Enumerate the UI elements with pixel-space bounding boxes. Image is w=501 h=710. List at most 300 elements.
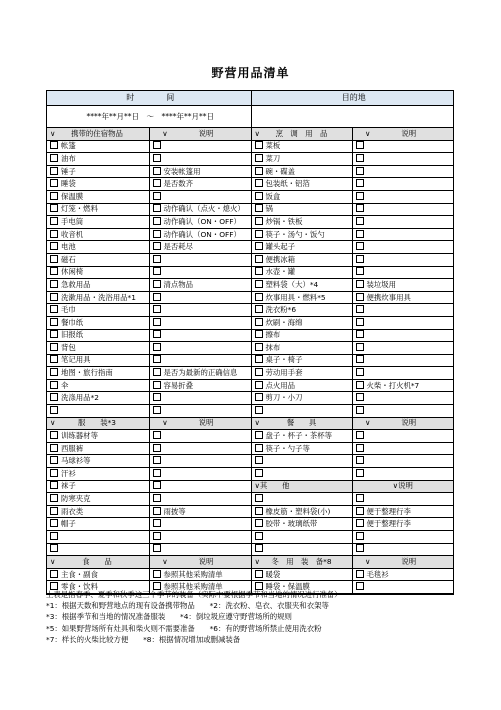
checkbox[interactable] (153, 318, 161, 326)
item-note: 安装帐篷用 (163, 166, 201, 176)
date-range: ****年**月**日 ～ ****年**月**日 (47, 106, 251, 128)
item-cell (251, 241, 352, 254)
checkbox[interactable] (255, 167, 263, 175)
checkbox[interactable] (356, 305, 364, 313)
checkbox[interactable] (356, 393, 364, 401)
note-cell (149, 430, 251, 443)
checkbox[interactable] (255, 381, 263, 389)
checkbox[interactable] (356, 293, 364, 301)
item-label: 盘子・杯子・茶杯等 (265, 431, 333, 441)
note-cell (149, 165, 251, 178)
checkbox[interactable] (356, 406, 364, 414)
checkbox[interactable] (255, 507, 263, 515)
note-cell (149, 455, 251, 468)
date-row (47, 106, 453, 128)
checkbox[interactable] (255, 519, 263, 527)
checkbox[interactable] (50, 355, 58, 363)
item-label: 洗涤用品*2 (61, 393, 99, 403)
item-cell (251, 253, 352, 266)
checkbox[interactable] (50, 179, 58, 187)
page-title: 野营用品清单 (211, 66, 290, 80)
item-label: 毛巾 (61, 305, 76, 315)
checkbox[interactable] (255, 393, 263, 401)
checkbox[interactable] (255, 469, 263, 477)
item-cell (251, 367, 352, 380)
checkbox[interactable] (255, 431, 263, 439)
note-cell (352, 153, 453, 166)
checkbox[interactable] (153, 381, 161, 389)
item-label: 碗・碟盖 (265, 166, 296, 176)
checkbox[interactable] (153, 532, 161, 540)
checkbox[interactable] (50, 469, 58, 477)
footnote-line: *5：如果野营场所有灶具和柴火则不需要准备 *6：有的野营场所禁止使用洗衣粉 (46, 623, 322, 633)
checkbox[interactable] (50, 393, 58, 401)
item-label: 保温膜 (61, 191, 84, 201)
category-title: 其 他 (259, 481, 290, 491)
checkbox[interactable] (255, 280, 263, 288)
checkbox[interactable] (153, 481, 161, 489)
checkbox[interactable] (356, 167, 364, 175)
table-row (47, 493, 453, 506)
checkbox[interactable] (153, 570, 161, 578)
table-row (47, 468, 453, 481)
note-cell (149, 216, 251, 229)
checkbox[interactable] (356, 343, 364, 351)
item-cell (47, 279, 149, 292)
checkbox[interactable] (50, 544, 58, 552)
checkbox[interactable] (50, 406, 58, 414)
item-cell (47, 153, 149, 166)
note-cell (352, 304, 453, 317)
destination-value[interactable] (251, 106, 453, 128)
note-cell (352, 505, 453, 518)
item-cell (47, 543, 149, 556)
checkbox[interactable] (255, 179, 263, 187)
checkbox[interactable] (50, 481, 58, 489)
item-label: 地图・旅行指南 (61, 368, 113, 378)
category-title: 冬 用 装 备*8 (271, 556, 332, 566)
checkbox[interactable] (255, 494, 263, 502)
item-cell (47, 367, 149, 380)
note-cell (149, 291, 251, 304)
note-cell (149, 241, 251, 254)
checkbox[interactable] (356, 280, 364, 288)
checkbox[interactable] (255, 267, 263, 275)
tick-mark: ∨ (50, 128, 56, 138)
item-label: 训练器材等 (61, 431, 98, 441)
checkbox[interactable] (255, 544, 263, 552)
note-cell (149, 379, 251, 392)
checkbox[interactable] (356, 519, 364, 527)
section-header-cell (352, 417, 453, 430)
tick-mark: ∨ (254, 128, 260, 138)
item-cell (251, 178, 352, 191)
table-row (47, 531, 453, 544)
checkbox[interactable] (50, 293, 58, 301)
item-cell (251, 316, 352, 329)
table-row (47, 266, 453, 279)
table-row (47, 279, 453, 292)
item-cell (251, 329, 352, 342)
checklist-table (46, 90, 454, 595)
checkbox[interactable] (356, 469, 364, 477)
category-title: 烹 调 用 品 (275, 128, 328, 138)
note-cell (352, 392, 453, 405)
checkbox[interactable] (356, 255, 364, 263)
checkbox[interactable] (255, 141, 263, 149)
checkbox[interactable] (255, 532, 263, 540)
item-cell (251, 518, 352, 531)
item-cell (251, 392, 352, 405)
item-cell (47, 442, 149, 455)
checkbox[interactable] (356, 368, 364, 376)
item-label: 筷子・汤勺・饭勺 (265, 229, 325, 239)
note-cell (149, 140, 251, 153)
item-label: 剪刀・小刀 (265, 393, 303, 403)
item-cell (251, 216, 352, 229)
checkbox[interactable] (50, 494, 58, 502)
note-cell (352, 291, 453, 304)
tick-mark: ∨ (50, 556, 56, 566)
checkbox[interactable] (356, 204, 364, 212)
checkbox[interactable] (356, 230, 364, 238)
checkbox[interactable] (255, 318, 263, 326)
checkbox[interactable] (153, 255, 161, 263)
item-note: 动作确认（ON・OFF） (163, 229, 241, 239)
note-cell (352, 568, 453, 581)
footnote-line: *3：根据季节和当地的情况准备服装 *4：倒垃圾应遵守野营场所的规则 (46, 612, 292, 622)
checkbox[interactable] (153, 507, 161, 515)
note-cell (352, 442, 453, 455)
checkbox[interactable] (255, 242, 263, 250)
item-label: 雨衣类 (61, 506, 84, 516)
table-row (47, 543, 453, 556)
item-cell (251, 354, 352, 367)
item-cell (47, 203, 149, 216)
item-cell (47, 405, 149, 418)
description-header: 说明 (401, 556, 417, 566)
item-cell (251, 165, 352, 178)
checkbox[interactable] (153, 217, 161, 225)
checkbox[interactable] (153, 267, 161, 275)
note-cell (352, 178, 453, 191)
section-header-cell (47, 128, 149, 141)
checkbox[interactable] (255, 570, 263, 578)
checkbox[interactable] (356, 507, 364, 515)
item-label: 磁石 (61, 254, 76, 264)
checkbox[interactable] (356, 494, 364, 502)
checkbox[interactable] (255, 444, 263, 452)
checkbox[interactable] (255, 368, 263, 376)
checkbox[interactable] (50, 368, 58, 376)
item-label: 笔记用具 (61, 355, 91, 365)
item-cell (47, 480, 149, 493)
checkbox[interactable] (50, 532, 58, 540)
checkbox[interactable] (50, 318, 58, 326)
checkbox[interactable] (153, 355, 161, 363)
section-header-cell (251, 128, 352, 141)
checkbox[interactable] (153, 141, 161, 149)
note-cell (352, 165, 453, 178)
checkbox[interactable] (153, 192, 161, 200)
checkbox[interactable] (356, 318, 364, 326)
table-row (47, 342, 453, 355)
item-cell (47, 241, 149, 254)
checkbox[interactable] (50, 456, 58, 464)
item-note: 雨披等 (163, 506, 186, 516)
table-row (47, 442, 453, 455)
checkbox[interactable] (50, 230, 58, 238)
description-header: 说明 (401, 128, 417, 138)
checkbox[interactable] (356, 544, 364, 552)
checkbox[interactable] (153, 242, 161, 250)
tick-mark: ∨ (50, 418, 56, 428)
checkbox[interactable] (255, 217, 263, 225)
item-label: 劳动用手套 (265, 368, 303, 378)
table-row (47, 518, 453, 531)
item-label: 抹布 (265, 342, 281, 352)
checkbox[interactable] (50, 280, 58, 288)
checkbox[interactable] (255, 192, 263, 200)
checkbox[interactable] (153, 230, 161, 238)
item-label: 水壶・罐 (265, 267, 296, 277)
note-cell (149, 304, 251, 317)
checkbox[interactable] (356, 141, 364, 149)
checkbox[interactable] (50, 381, 58, 389)
checkbox[interactable] (50, 204, 58, 212)
item-note: 动作确认（点火・熄火） (163, 204, 245, 214)
checkbox[interactable] (153, 456, 161, 464)
table-row (47, 291, 453, 304)
checkbox[interactable] (255, 343, 263, 351)
checkbox[interactable] (50, 570, 58, 578)
item-label: 收音机 (61, 229, 84, 239)
item-label: 便携冰箱 (265, 254, 296, 264)
item-label: 菜刀 (265, 153, 281, 163)
checkbox[interactable] (153, 494, 161, 502)
checkbox[interactable] (153, 179, 161, 187)
checkbox[interactable] (50, 255, 58, 263)
item-cell (251, 543, 352, 556)
note-cell (352, 342, 453, 355)
note-cell (352, 253, 453, 266)
table-row (47, 480, 453, 493)
checkbox[interactable] (50, 444, 58, 452)
note-cell (352, 140, 453, 153)
checkbox[interactable] (50, 217, 58, 225)
description-header: 说明 (198, 556, 214, 566)
item-label: 筷子・勺子等 (265, 443, 310, 453)
checkbox[interactable] (255, 456, 263, 464)
note-cell (149, 153, 251, 166)
checkbox[interactable] (50, 330, 58, 338)
section-header (47, 556, 453, 569)
item-cell (251, 430, 352, 443)
checkbox[interactable] (356, 532, 364, 540)
note-cell (149, 203, 251, 216)
item-cell (251, 291, 352, 304)
note-cell (352, 279, 453, 292)
item-cell (251, 568, 352, 581)
checkbox[interactable] (356, 217, 364, 225)
checkbox[interactable] (50, 305, 58, 313)
tick-mark: ∨ (365, 556, 371, 566)
item-label: 帽子 (61, 519, 76, 529)
note-cell (149, 178, 251, 191)
section-header-cell (149, 128, 251, 141)
checkbox[interactable] (153, 519, 161, 527)
section-header (47, 128, 453, 141)
item-cell (251, 140, 352, 153)
checkbox[interactable] (153, 406, 161, 414)
table-row (47, 379, 453, 392)
checkbox[interactable] (153, 544, 161, 552)
checkbox[interactable] (153, 167, 161, 175)
item-cell (47, 455, 149, 468)
checkbox[interactable] (153, 305, 161, 313)
table-row (47, 253, 453, 266)
footnote-line: 上表是指春季、夏季和秋季这三个季节的装备（实际中要根据季节和当地的情况进行准备） (46, 590, 342, 599)
checkbox[interactable] (50, 431, 58, 439)
checkbox[interactable] (153, 280, 161, 288)
item-cell (251, 468, 352, 481)
checkbox[interactable] (153, 154, 161, 162)
footnotes (46, 589, 456, 645)
checkbox[interactable] (255, 293, 263, 301)
item-cell (251, 442, 352, 455)
table-row (47, 430, 453, 443)
table-row (47, 392, 453, 405)
item-label: 包装纸・铝箔 (265, 179, 310, 189)
checkbox[interactable] (255, 154, 263, 162)
checkbox[interactable] (153, 368, 161, 376)
note-cell (352, 241, 453, 254)
item-label: 点火用品 (265, 380, 296, 390)
item-label: 炊事用具・燃料*5 (265, 292, 326, 302)
checkbox[interactable] (50, 242, 58, 250)
checkbox[interactable] (153, 393, 161, 401)
item-cell (251, 266, 352, 279)
checkbox[interactable] (50, 141, 58, 149)
table-row (47, 354, 453, 367)
item-label: 帐篷 (61, 141, 76, 151)
note-cell (149, 266, 251, 279)
item-note: 参照其他采购清单 (163, 569, 223, 579)
item-label: 塑料袋（大）*4 (265, 279, 319, 289)
checkbox[interactable] (153, 343, 161, 351)
item-cell (47, 140, 149, 153)
checkbox[interactable] (255, 204, 263, 212)
checkbox[interactable] (255, 355, 263, 363)
item-label: 电池 (61, 242, 76, 252)
checkbox[interactable] (255, 230, 263, 238)
note-cell (352, 468, 453, 481)
checkbox[interactable] (50, 167, 58, 175)
checkbox[interactable] (153, 444, 161, 452)
item-label: 手电筒 (61, 216, 84, 226)
checkbox[interactable] (356, 381, 364, 389)
checkbox[interactable] (50, 154, 58, 162)
checkbox[interactable] (153, 293, 161, 301)
checkbox[interactable] (356, 570, 364, 578)
checkbox[interactable] (50, 267, 58, 275)
checkbox[interactable] (50, 192, 58, 200)
item-cell (251, 304, 352, 317)
checkbox[interactable] (153, 330, 161, 338)
item-cell (47, 316, 149, 329)
checkbox[interactable] (356, 179, 364, 187)
checkbox[interactable] (255, 406, 263, 414)
tick-mark: ∨ (162, 128, 168, 138)
note-cell (149, 480, 251, 493)
checkbox[interactable] (255, 305, 263, 313)
tick-mark: ∨ (365, 128, 371, 138)
checkbox[interactable] (356, 355, 364, 363)
item-label: 伞 (61, 380, 69, 390)
item-cell (47, 190, 149, 203)
item-cell (47, 266, 149, 279)
checkbox[interactable] (153, 431, 161, 439)
checkbox[interactable] (356, 444, 364, 452)
note-cell (352, 354, 453, 367)
checkbox[interactable] (356, 154, 364, 162)
checkbox[interactable] (50, 519, 58, 527)
tick-mark: ∨ (254, 418, 260, 428)
item-note: 是否耗尽 (163, 242, 194, 252)
checkbox[interactable] (356, 456, 364, 464)
table-row (47, 178, 453, 191)
note-cell (149, 468, 251, 481)
item-note: 是否数齐 (163, 179, 194, 189)
checkbox[interactable] (50, 507, 58, 515)
table-row (47, 203, 453, 216)
item-cell (47, 216, 149, 229)
item-cell (251, 505, 352, 518)
note-cell (352, 190, 453, 203)
item-cell (47, 518, 149, 531)
checkbox[interactable] (356, 330, 364, 338)
table-row (47, 568, 453, 581)
checkbox[interactable] (255, 255, 263, 263)
checkbox[interactable] (356, 431, 364, 439)
item-note: 毛毯衫 (366, 569, 389, 579)
destination-header: 目的地 (251, 91, 453, 106)
item-label: 饭盒 (265, 191, 281, 201)
checkbox[interactable] (356, 192, 364, 200)
note-cell (149, 279, 251, 292)
note-cell (149, 392, 251, 405)
item-cell (47, 253, 149, 266)
item-label: 睡袋 (61, 179, 76, 189)
item-cell (251, 203, 352, 216)
description-header: 说明 (401, 418, 417, 428)
footnote-line: *1：根据天数和野营地点的现有设备携带物品 *2：洗衣粉、皂衣、衣服夹和衣架等 (46, 601, 329, 611)
item-label: 桌子・椅子 (265, 355, 303, 365)
checkbox[interactable] (356, 267, 364, 275)
note-cell (149, 228, 251, 241)
checkbox[interactable] (153, 469, 161, 477)
checkbox[interactable] (255, 330, 263, 338)
note-cell (149, 518, 251, 531)
item-cell (47, 228, 149, 241)
section-header-cell (149, 556, 251, 569)
item-label: 暖袋 (265, 569, 281, 579)
checkbox[interactable] (153, 204, 161, 212)
checkbox[interactable] (50, 343, 58, 351)
checkbox[interactable] (356, 242, 364, 250)
item-label: 灯笼・燃料 (61, 204, 98, 214)
table-row (47, 190, 453, 203)
